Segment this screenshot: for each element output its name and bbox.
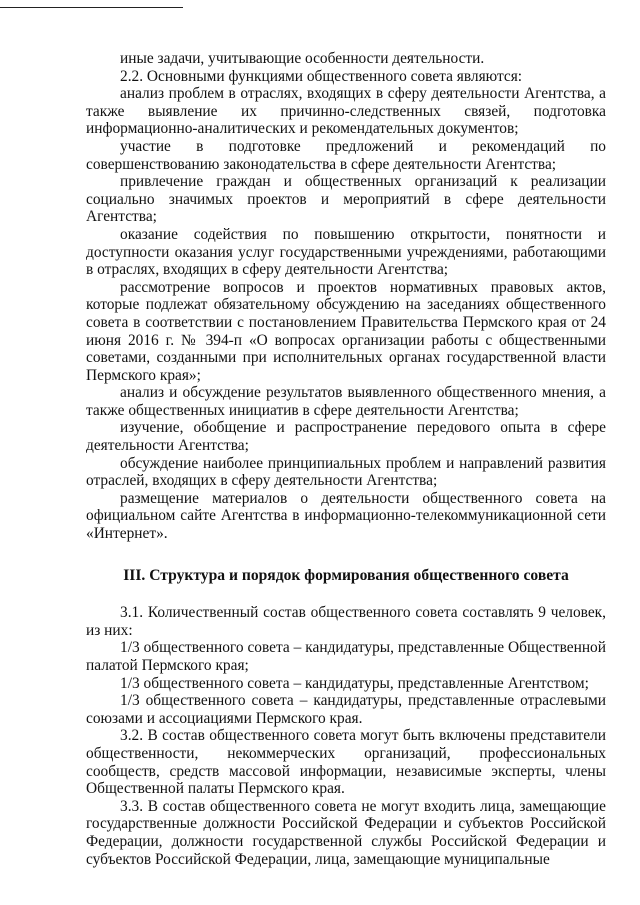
section-heading: III. Структура и порядок формирования общественного совета — [123, 566, 569, 584]
paragraph: обсуждение наиболее принципиальных проблем и направлений развития отраслей, входящих в сферу деятельности Агентства; — [86, 454, 606, 490]
paragraph: анализ проблем в отраслях, входящих в сферу деятельности Агентства, а также выявление их причинно-следственных связей, подготовка информационно-аналитических и рекомендательных документов; — [86, 85, 606, 138]
paragraph: размещение материалов о деятельности общественного совета на официальном сайте Агентства в информационно-телекоммуникационной сети «Интернет». — [86, 489, 606, 543]
paragraph: 3.1. Количественный состав общественного совета составлять 9 человек, из них: — [86, 604, 606, 639]
paragraph: рассмотрение вопросов и проектов нормативных правовых актов, которые подлежат обязательному обсуждению на заседаниях общественного совета в соответствии с постановлением Правительства Пермского края от 24 июня 2016 г. № 394-п «О вопросах организации работы с общественными советами, созданными при исполнительных органах государственной власти Пермского края»; — [86, 278, 606, 384]
paragraph: 3.3. В состав общественного совета не могут входить лица, замещающие государственные должности Российской Федерации и субъектов Российской Федерации, должности государственной службы Российской Федерации и субъектов Российской Федерации, лица, замещающие муниципальные — [86, 797, 606, 868]
paragraph: 1/3 общественного совета – кандидатуры, представленные Агентством; — [120, 674, 589, 692]
document-page — [86, 50, 606, 868]
paragraph: 3.2. В состав общественного совета могут быть включены представители общественности, некоммерческих организаций, профессиональных сообществ, средств массовой информации, независимые эксперты, члены Общественной палаты Пермского края. — [86, 727, 606, 798]
paragraph: 1/3 общественного совета – кандидатуры, представленные Общественной палатой Пермского края; — [86, 639, 606, 674]
paragraph: изучение, обобщение и распространение передового опыта в сфере деятельности Агентства; — [86, 419, 606, 455]
paragraph: иные задачи, учитывающие особенности деятельности. — [120, 50, 485, 67]
header-rule — [0, 7, 183, 8]
paragraph: оказание содействия по повышению открытости, понятности и доступности оказания услуг государственными учреждениями, работающими в отраслях, входящих в сферу деятельности Агентства; — [86, 225, 606, 279]
paragraph: участие в подготовке предложений и рекомендаций по совершенствованию законодательства в сфере деятельности Агентства; — [86, 137, 606, 173]
paragraph: 1/3 общественного совета – кандидатуры, представленные отраслевыми союзами и ассоциациями Пермского края. — [86, 692, 606, 727]
paragraph: привлечение граждан и общественных организаций к реализации социально значимых проектов и мероприятий в сфере деятельности Агентства; — [86, 173, 606, 226]
paragraph: 2.2. Основными функциями общественного совета являются: — [120, 67, 523, 85]
paragraph: анализ и обсуждение результатов выявленного общественного мнения, а также общественных инициатив в сфере деятельности Агентства; — [86, 384, 606, 419]
